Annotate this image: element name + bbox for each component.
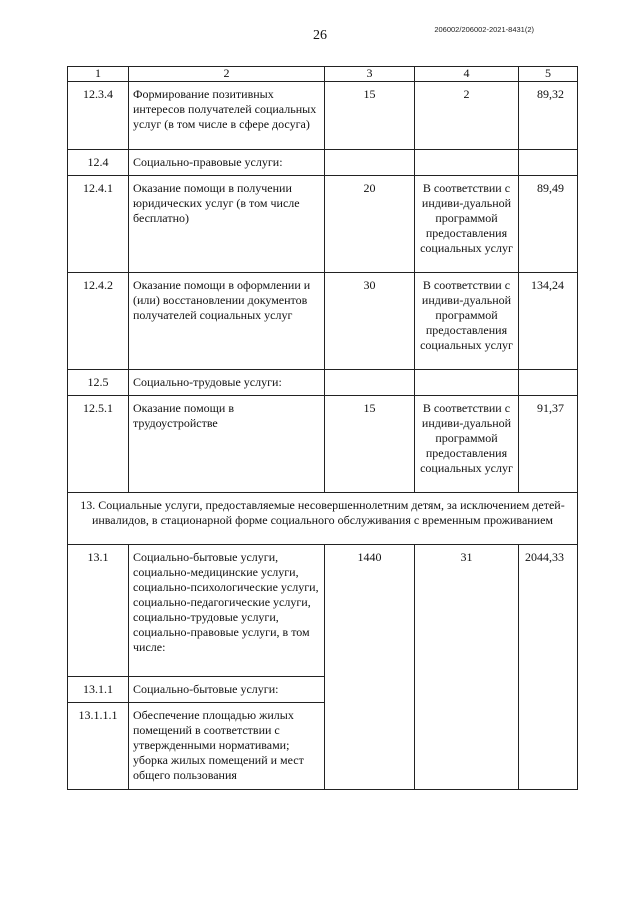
row-code: 12.4 — [68, 150, 129, 176]
row-col4: 31 — [415, 545, 519, 790]
table-row — [68, 396, 578, 493]
row-name: Социально-правовые услуги: — [129, 150, 325, 176]
header-col-5: 5 — [519, 67, 578, 82]
row-col3 — [325, 370, 415, 396]
table-row — [68, 82, 578, 150]
header-row — [68, 67, 578, 82]
table-row — [68, 150, 578, 176]
header-col-1: 1 — [68, 67, 129, 82]
header-col-2: 2 — [129, 67, 325, 82]
section-13-title: 13. Социальные услуги, предоставляемые несовершеннолетним детям, за исключением детей-инвалидов, в стационарной форме социального обслуживания с временным проживанием — [68, 493, 578, 545]
section-header-row — [68, 493, 578, 545]
row-col5: 91,37 — [519, 396, 578, 493]
row-col4: В соответствии с индиви-дуальной программой предоставления социальных услуг — [415, 396, 519, 493]
row-col3: 1440 — [325, 545, 415, 790]
row-col4: В соответствии с индиви-дуальной программой предоставления социальных услуг — [415, 273, 519, 370]
row-col3 — [325, 150, 415, 176]
page-number: 26 — [313, 28, 327, 43]
table-row — [68, 545, 578, 677]
row-code: 12.5 — [68, 370, 129, 396]
header-col-4: 4 — [415, 67, 519, 82]
table-row — [68, 176, 578, 273]
row-col3: 15 — [325, 82, 415, 150]
row-col5: 89,49 — [519, 176, 578, 273]
row-col4: В соответствии с индиви-дуальной программой предоставления социальных услуг — [415, 176, 519, 273]
header-col-3: 3 — [325, 67, 415, 82]
row-col5 — [519, 370, 578, 396]
table-row — [68, 273, 578, 370]
row-col4: 2 — [415, 82, 519, 150]
row-name: Оказание помощи в трудоустройстве — [129, 396, 325, 493]
row-code: 12.3.4 — [68, 82, 129, 150]
row-col5 — [519, 150, 578, 176]
row-code: 12.5.1 — [68, 396, 129, 493]
row-col3: 20 — [325, 176, 415, 273]
row-col5: 2044,33 — [519, 545, 578, 790]
row-col5: 134,24 — [519, 273, 578, 370]
table-row — [68, 370, 578, 396]
row-col3: 15 — [325, 396, 415, 493]
row-col4 — [415, 370, 519, 396]
row-name: Социально-бытовые услуги: — [129, 677, 325, 703]
row-name: Обеспечение площадью жилых помещений в соответствии с утвержденными нормативами; уборка жилых помещений и мест общего пользования — [129, 703, 325, 790]
row-col5: 89,32 — [519, 82, 578, 150]
row-name: Оказание помощи в получении юридических услуг (в том числе бесплатно) — [129, 176, 325, 273]
row-col4 — [415, 150, 519, 176]
row-name: Оказание помощи в оформлении и (или) восстановлении документов получателей социальных услуг — [129, 273, 325, 370]
row-code: 13.1.1 — [68, 677, 129, 703]
row-col3: 30 — [325, 273, 415, 370]
row-name: Социально-трудовые услуги: — [129, 370, 325, 396]
document-id: 206002/206002-2021-8431(2) — [434, 25, 534, 34]
row-name: Формирование позитивных интересов получателей социальных услуг (в том числе в сфере досуга) — [129, 82, 325, 150]
row-code: 13.1.1.1 — [68, 703, 129, 790]
row-code: 13.1 — [68, 545, 129, 677]
services-table — [67, 66, 578, 790]
row-code: 12.4.2 — [68, 273, 129, 370]
row-code: 12.4.1 — [68, 176, 129, 273]
row-name: Социально-бытовые услуги, социально-медицинские услуги, социально-психологические услуги, социально-педагогические услуги, социально-трудовые услуги, социально-правовые услуги, в том числе: — [129, 545, 325, 677]
